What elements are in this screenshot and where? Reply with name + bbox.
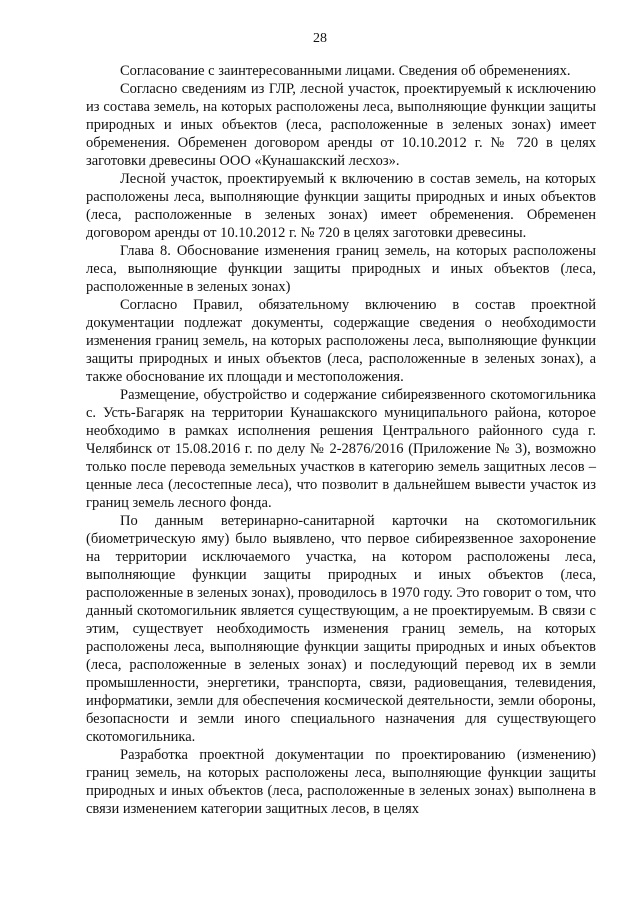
paragraph: Согласно Правил, обязательному включению в состав проектной документации подлежат документы, содержащие сведения о необходимости изменения границ земель, на которых расположены леса, выполняющие функции защиты природных и иных объектов (леса, расположенные в зеленых зонах), а также обоснование их площади и местоположения.	[86, 297, 596, 385]
paragraph: Согласно сведениям из ГЛР, лесной участок, проектируемый к исключению из состава земель, на которых расположены леса, выполняющие функции защиты природных и иных объектов (леса, расположенные в зеленых зонах) имеет обременения. Обременен договором аренды от 10.10.2012 г. № 720 в целях заготовки древесины ООО «Кунашакский лесхоз».	[86, 81, 596, 169]
paragraph: Лесной участок, проектируемый к включению в состав земель, на которых расположены леса, выполняющие функции защиты природных и иных объектов (леса, расположенные в зеленых зонах) имеет обременения. Обременен договором аренды от 10.10.2012 г. № 720 в целях заготовки древесины.	[86, 171, 596, 241]
chapter-title: Глава 8. Обоснование изменения границ земель, на которых расположены леса, выполняющие функции защиты природных и иных объектов (леса, расположенные в зеленых зонах)	[86, 243, 596, 295]
page-number: 28	[313, 31, 327, 46]
paragraph: Размещение, обустройство и содержание сибиреязвенного скотомогильника с. Усть-Багаряк на территории Кунашакского муниципального района, которое необходимо в рамках исполнения решения Центрального районного суда г. Челябинск от 15.08.2016 г. по делу № 2-2876/2016 (Приложение № 3), возможно только после перевода земельных участков в категорию земель защитных лесов – ценные леса (лесостепные леса), что позволит в дальнейшем вывести участок из границ земель лесного фонда.	[86, 387, 596, 511]
paragraph: По данным ветеринарно-санитарной карточки на скотомогильник (биометрическую яму) было выявлено, что первое сибиреязвенное захоронение на территории исключаемого участка, на котором расположены леса, выполняющие функции защиты природных и иных объектов (леса, расположенные в зеленых зонах), проводилось в 1970 году. Это говорит о том, что данный скотомогильник является существующим, а не проектируемым. В связи с этим, существует необходимость изменения границ земель, на которых расположены леса, выполняющие функции защиты природных и иных объектов (леса, расположенные в зеленых зонах) и последующий перевод их в земли промышленности, энергетики, транспорта, связи, радиовещания, телевидения, информатики, земли для обеспечения космической деятельности, земли обороны, безопасности и земли иного специального назначения для существующего скотомогильника.	[86, 513, 596, 745]
paragraph: Согласование с заинтересованными лицами. Сведения об обременениях.	[120, 63, 571, 79]
paragraph: Разработка проектной документации по проектированию (изменению) границ земель, на которых расположены леса, выполняющие функции защиты природных и иных объектов (леса, расположенные в зеленых зонах) выполнена в связи изменением категории защитных лесов, в целях	[86, 747, 596, 817]
document-body	[86, 62, 596, 818]
